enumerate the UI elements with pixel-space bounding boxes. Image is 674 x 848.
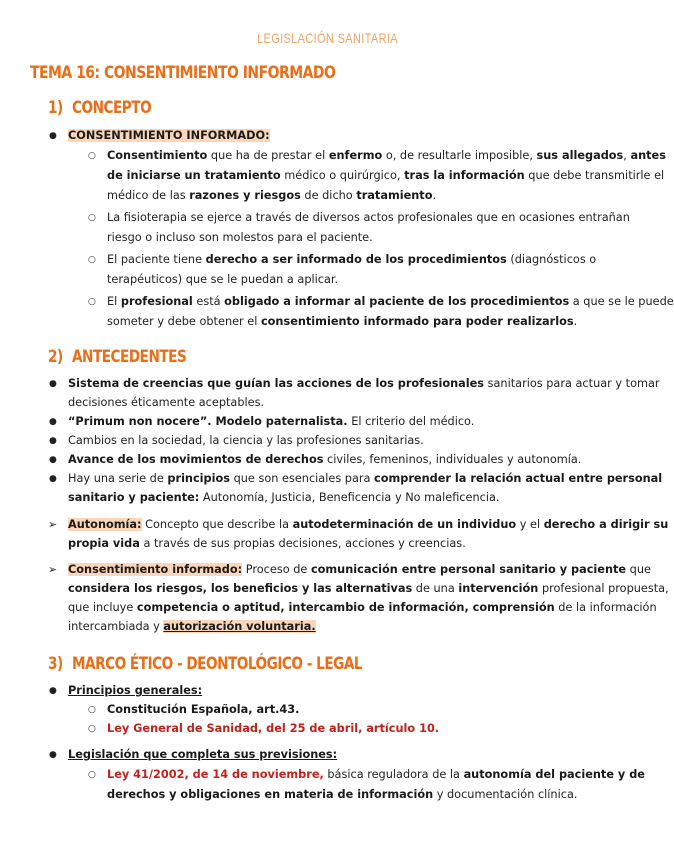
list-item: de iniciarse un tratamiento médico o quirúrgico, tras la información que debe transmitirle el [107,169,665,182]
circle-bullet-icon: ○ [88,705,96,715]
list-item: El paciente tiene derecho a ser informado de los procedimientos (diagnósticos o [107,253,597,266]
page-header: LEGISLACIÓN SANITARIA [257,30,398,46]
bullet-icon: ● [49,455,57,465]
bullet-icon: ● [49,474,57,484]
list-item: Principios generales: [68,684,203,697]
list-item: decisiones éticamente aceptables. [68,396,265,409]
list-item: Constitución Española, art.43. [107,703,300,716]
section-1-label: CONCEPTO [72,98,152,118]
section-3-label: MARCO ÉTICO - DEONTOLÓGICO - LEGAL [72,654,363,674]
list-item: Hay una serie de principios que son esenciales para comprender la relación actual entre personal [68,472,663,485]
list-item: considera los riesgos, los beneficios y las alternativas de una intervención profesional propuesta, [68,582,669,595]
list-item: riesgo o incluso son molestos para el paciente. [107,231,373,244]
list-item: someter y debe obtener el consentimiento informado para poder realizarlos. [107,315,578,328]
section-2-label: ANTECEDENTES [72,347,187,367]
list-item: que incluye competencia o aptitud, intercambio de información, comprensión de la información [68,601,657,614]
bullet-icon: ● [49,417,57,427]
section-3-title [48,654,362,674]
arrow-bullet-icon: ➢ [48,563,58,576]
list-item: Avance de los movimientos de derechos civiles, femeninos, individuales y autonomía. [68,453,582,466]
bullet-icon: ● [49,686,57,696]
list-item: Consentimiento informado: Proceso de comunicación entre personal sanitario y paciente que [68,563,651,576]
bullet-icon: ● [49,379,57,389]
list-item: derechos y obligaciones en materia de información y documentación clínica. [107,788,578,801]
section-1-number: 1) [48,98,63,118]
list-item: intercambiada y autorización voluntaria. [68,620,316,633]
circle-bullet-icon: ○ [88,213,96,223]
circle-bullet-icon: ○ [88,770,96,780]
list-item: terapéuticos) que se le puedan a aplicar. [107,273,339,286]
list-item: CONSENTIMIENTO INFORMADO: [68,129,270,142]
list-item: Ley General de Sanidad, del 25 de abril, artículo 10. [107,722,440,735]
section-1-title [48,98,151,118]
list-item: Sistema de creencias que guían las acciones de los profesionales sanitarios para actuar y tomar [68,377,660,390]
list-item: El profesional está obligado a informar al paciente de los procedimientos a que se le puede [107,295,674,308]
bullet-icon: ● [49,436,57,446]
list-item: “Primum non nocere”. Modelo paternalista. El criterio del médico. [68,415,475,428]
bullet-icon: ● [49,131,57,141]
circle-bullet-icon: ○ [88,151,96,161]
circle-bullet-icon: ○ [88,297,96,307]
list-item: Autonomía: Concepto que describe la autodeterminación de un individuo y el derecho a dirigir su [68,518,669,531]
circle-bullet-icon: ○ [88,255,96,265]
list-item: Legislación que completa sus previsiones: [68,748,338,761]
arrow-bullet-icon: ➢ [48,518,58,531]
list-item: propia vida a través de sus propias decisiones, acciones y creencias. [68,537,466,550]
section-2-number: 2) [48,347,63,367]
topic-title: TEMA 16: CONSENTIMIENTO INFORMADO [30,63,336,83]
bullet-icon: ● [49,750,57,760]
list-item: médico de las razones y riesgos de dicho tratamiento. [107,189,437,202]
list-item: Consentimiento que ha de prestar el enfermo o, de resultarle imposible, sus allegados, antes [107,149,666,162]
list-item: Cambios en la sociedad, la ciencia y las profesiones sanitarias. [68,434,424,447]
section-2-title [48,347,186,367]
section-3-number: 3) [48,654,63,674]
list-item: sanitario y paciente: Autonomía, Justicia, Beneficencia y No maleficencia. [68,491,500,504]
list-item: Ley 41/2002, de 14 de noviembre, básica reguladora de la autonomía del paciente y de [107,768,645,781]
list-item: La fisioterapia se ejerce a través de diversos actos profesionales que en ocasiones entrañan [107,211,630,224]
circle-bullet-icon: ○ [88,724,96,734]
